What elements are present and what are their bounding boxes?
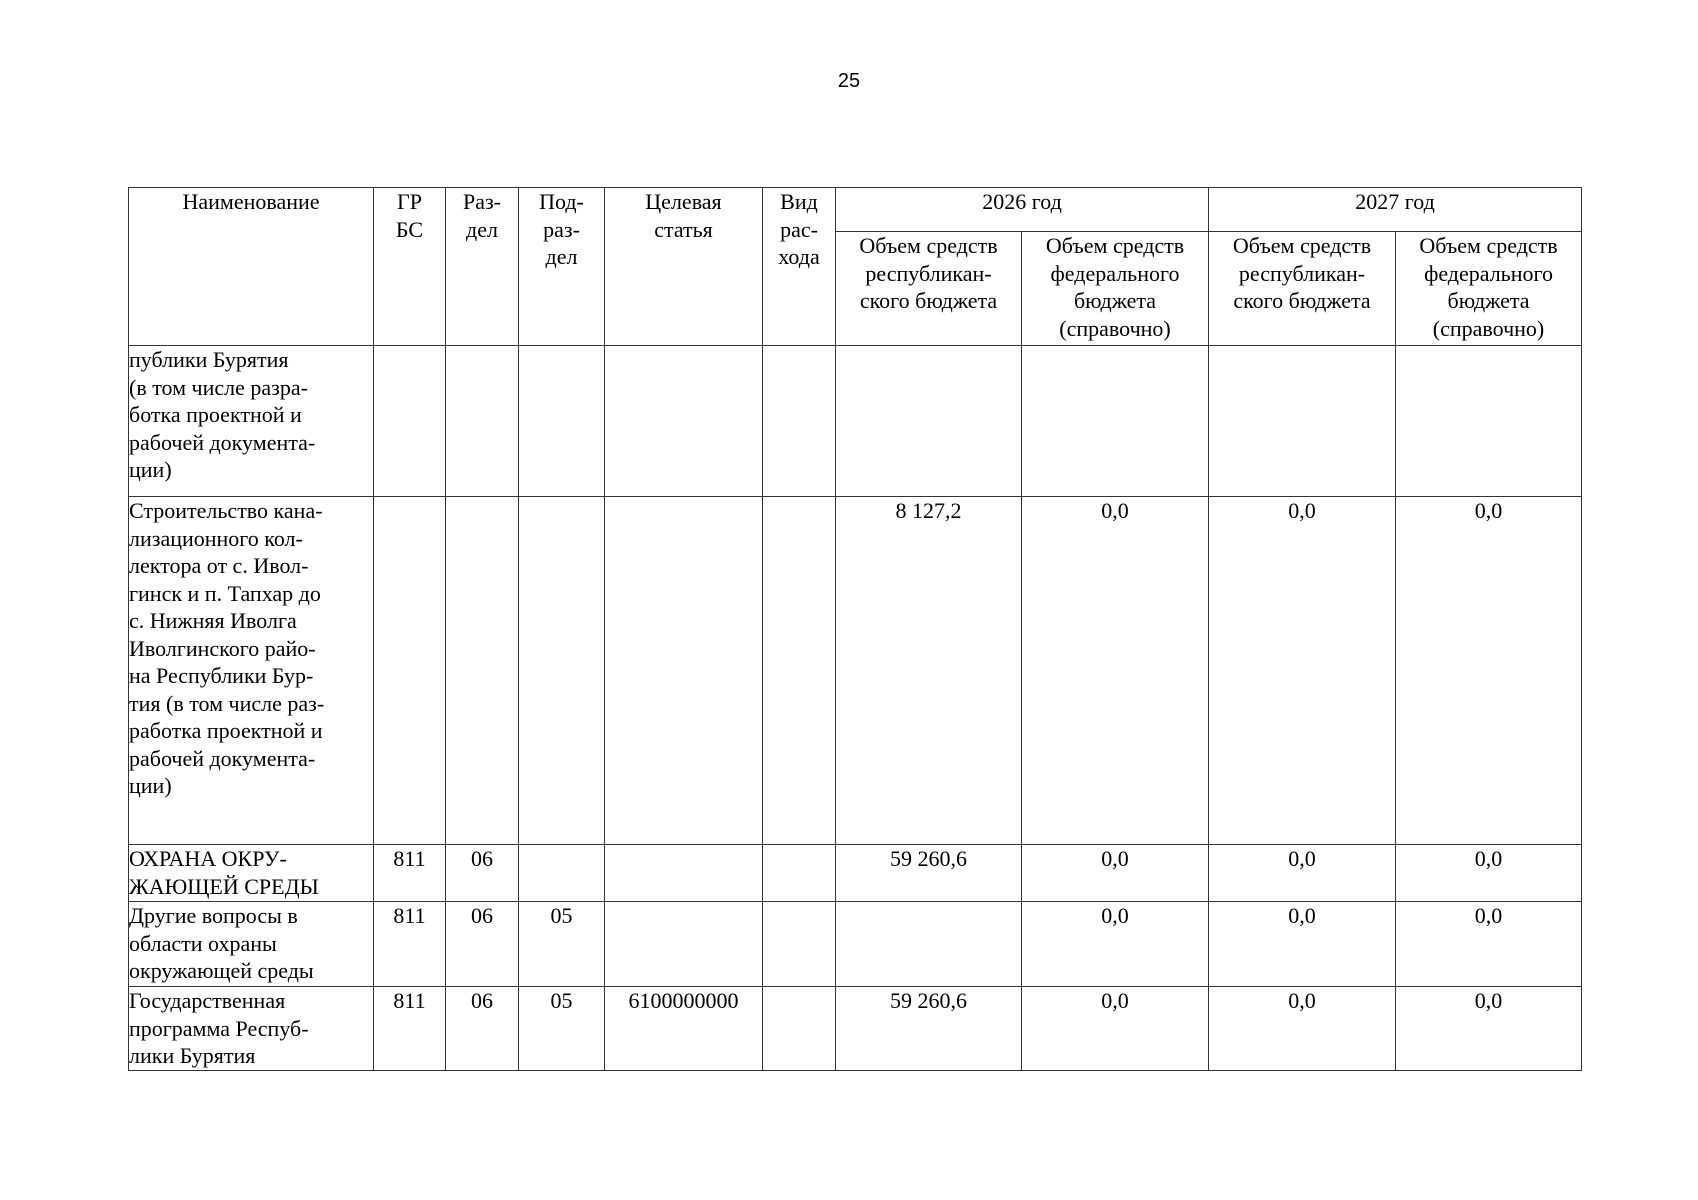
cell-grbs: 811 <box>374 902 446 987</box>
cell-celevaya-statya <box>605 845 763 902</box>
table-row <box>129 987 1582 1071</box>
row-name: Строительство кана- лизационного кол- лектора от с. Ивол- гинск и п. Тапхар до с. Нижняя Иволга Иволгинского райо- на Республики Бур- тия (в том числе раз- работка проектной и рабочей документа- ции) <box>129 497 374 845</box>
cell-fed-2027: 0,0 <box>1396 497 1582 845</box>
cell-rep-2027: 0,0 <box>1209 987 1396 1071</box>
header-fed-budget-2026: Объем средств федерального бюджета (справочно) <box>1022 232 1209 346</box>
table-row <box>129 346 1582 497</box>
header-vid-rashoda: Вид рас- хода <box>763 188 836 346</box>
page-number: 25 <box>837 70 861 92</box>
cell-vid-rashoda <box>763 987 836 1071</box>
cell-fed-2027: 0,0 <box>1396 987 1582 1071</box>
cell-grbs <box>374 346 446 497</box>
cell-podrazdel: 05 <box>519 902 605 987</box>
cell-fed-2027: 0,0 <box>1396 845 1582 902</box>
cell-rep-2027: 0,0 <box>1209 845 1396 902</box>
cell-rep-2027: 0,0 <box>1209 497 1396 845</box>
row-name: Государственная программа Респуб- лики Бурятия <box>129 987 374 1071</box>
cell-rep-2027: 0,0 <box>1209 902 1396 987</box>
cell-razdel <box>446 346 519 497</box>
table-row <box>129 902 1582 987</box>
header-celevaya-statya: Целевая статья <box>605 188 763 346</box>
cell-rep-2026 <box>836 346 1022 497</box>
table-header <box>129 188 1582 346</box>
header-year-2027: 2027 год <box>1209 188 1582 232</box>
header-podrazdel: Под- раз- дел <box>519 188 605 346</box>
cell-grbs: 811 <box>374 845 446 902</box>
cell-celevaya-statya <box>605 902 763 987</box>
cell-celevaya-statya <box>605 346 763 497</box>
cell-celevaya-statya: 6100000000 <box>605 987 763 1071</box>
cell-rep-2026: 8 127,2 <box>836 497 1022 845</box>
cell-vid-rashoda <box>763 346 836 497</box>
cell-razdel: 06 <box>446 902 519 987</box>
cell-rep-2026 <box>836 902 1022 987</box>
cell-rep-2026: 59 260,6 <box>836 987 1022 1071</box>
row-name: Другие вопросы в области охраны окружающей среды <box>129 902 374 987</box>
cell-podrazdel <box>519 346 605 497</box>
header-fed-budget-2027: Объем средств федерального бюджета (справочно) <box>1396 232 1582 346</box>
cell-podrazdel <box>519 845 605 902</box>
cell-razdel <box>446 497 519 845</box>
budget-table <box>128 187 1582 1071</box>
header-year-2026: 2026 год <box>836 188 1209 232</box>
cell-grbs <box>374 497 446 845</box>
cell-razdel: 06 <box>446 987 519 1071</box>
row-name: ОХРАНА ОКРУ- ЖАЮЩЕЙ СРЕДЫ <box>129 845 374 902</box>
table-row <box>129 497 1582 845</box>
header-rep-budget-2026: Объем средств республикан- ского бюджета <box>836 232 1022 346</box>
cell-fed-2026: 0,0 <box>1022 987 1209 1071</box>
cell-grbs: 811 <box>374 987 446 1071</box>
header-name: Наименование <box>129 188 374 346</box>
header-grbs: ГР БС <box>374 188 446 346</box>
cell-celevaya-statya <box>605 497 763 845</box>
table-row <box>129 845 1582 902</box>
cell-fed-2026 <box>1022 346 1209 497</box>
cell-podrazdel: 05 <box>519 987 605 1071</box>
cell-fed-2027: 0,0 <box>1396 902 1582 987</box>
cell-rep-2026: 59 260,6 <box>836 845 1022 902</box>
header-rep-budget-2027: Объем средств республикан- ского бюджета <box>1209 232 1396 346</box>
cell-vid-rashoda <box>763 845 836 902</box>
cell-vid-rashoda <box>763 497 836 845</box>
cell-fed-2026: 0,0 <box>1022 902 1209 987</box>
row-name: публики Бурятия (в том числе разра- ботка проектной и рабочей документа- ции) <box>129 346 374 497</box>
header-razdel: Раз- дел <box>446 188 519 346</box>
cell-fed-2027 <box>1396 346 1582 497</box>
cell-podrazdel <box>519 497 605 845</box>
cell-fed-2026: 0,0 <box>1022 845 1209 902</box>
cell-rep-2027 <box>1209 346 1396 497</box>
cell-vid-rashoda <box>763 902 836 987</box>
cell-razdel: 06 <box>446 845 519 902</box>
cell-fed-2026: 0,0 <box>1022 497 1209 845</box>
